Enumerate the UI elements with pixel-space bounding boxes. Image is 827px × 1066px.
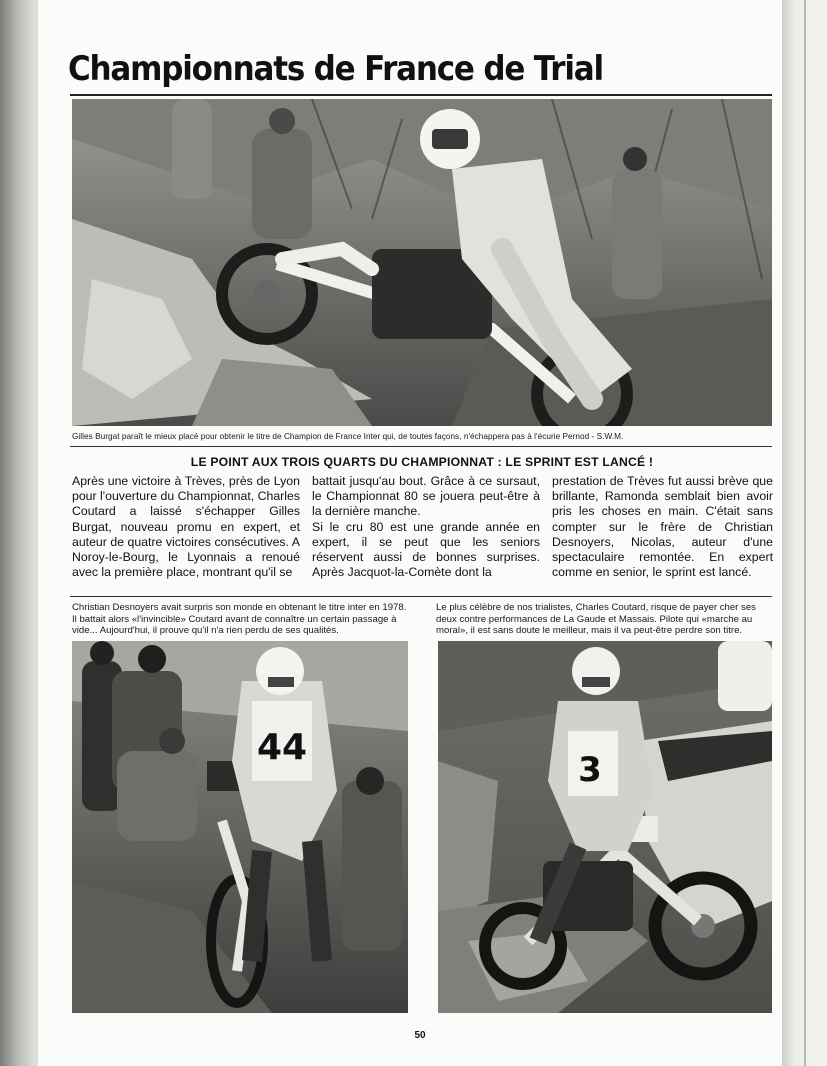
article-headline: LE POINT AUX TROIS QUARTS DU CHAMPIONNAT : LE SPRINT EST LANCÉ ! xyxy=(190,455,654,469)
right-bib-number: 3 xyxy=(578,750,602,790)
section-rule xyxy=(70,596,772,597)
scan-left-edge xyxy=(0,0,38,1066)
scan-right-edge xyxy=(782,0,827,1066)
article-column-2 xyxy=(312,474,540,580)
main-photo-caption: Gilles Burgat paraît le mieux placé pour obtenir le titre de Champion de France Inter qui, de toutes façons, n'échappera pas à l'écurie Pernod - S.W.M. xyxy=(72,432,624,441)
right-photo-caption: Le plus célèbre de nos trialistes, Charles Coutard, risque de payer cher ses deux contre performances de La Gaude et Massais. Pilote qui «marche au moral», il est sans doute le meilleur, mais il va peut-être perdre son titre. xyxy=(436,602,756,636)
main-photo xyxy=(72,99,772,426)
left-bib-number: 44 xyxy=(256,727,308,768)
article-column-1 xyxy=(72,474,300,580)
right-photo xyxy=(438,641,772,1013)
caption-rule xyxy=(70,446,772,447)
left-photo xyxy=(72,641,408,1013)
article-paragraph: Après une victoire à Trèves, près de Lyon pour l'ouverture du Championnat, Charles Coutard a laissé s'échapper Gilles Burgat, nouveau promu en expert, et auteur de quatre victoires consécutives. A Noroy-le-Bourg, le Lyonnais a renoué avec la première place, montrant qu'il se xyxy=(72,474,300,580)
article-column-3 xyxy=(552,474,773,580)
left-photo-caption: Christian Desnoyers avait surpris son monde en obtenant le titre inter en 1978. Il battait alors «l'invincible» Coutard avant de connaître un certain passage à vide... Aujourd'hui, il prouve qu'il n'a rien perdu de ses qualités. xyxy=(72,602,407,636)
article-paragraph: Si le cru 80 est une grande année en expert, il se peut que les seniors réservent aussi de bonnes surprises. Après Jacquot-la-Comète dont la xyxy=(312,519,540,580)
article-paragraph: prestation de Trèves fut aussi brève que brillante, Ramonda semblait bien avoir pris les choses en main. C'était sans compter sur le frère de Christian Desnoyers, Nicolas, auteur d'une spectaculaire remontée. En expert comme en senior, le sprint est lancé. xyxy=(552,474,773,580)
page-title: Championnats de France de Trial xyxy=(68,50,603,89)
page-number: 50 xyxy=(414,1030,426,1041)
article-paragraph: battait jusqu'au bout. Grâce à ce sursaut, le Championnat 80 se jouera peut-être à la dernière manche. xyxy=(312,474,540,519)
title-rule xyxy=(70,94,772,96)
